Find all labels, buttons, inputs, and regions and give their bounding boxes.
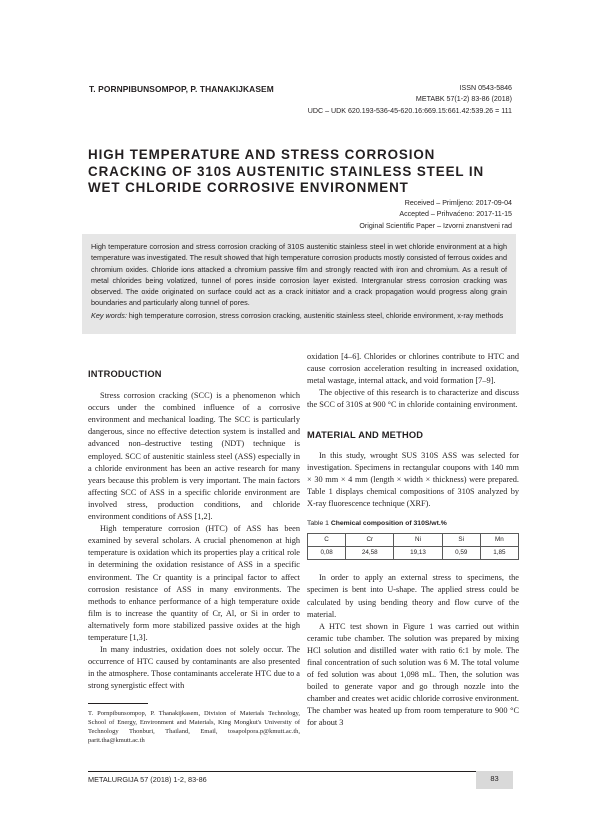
paragraph: In this study, wrought SUS 310S ASS was selected for investigation. Specimens in rectangular coupons with 140 mm × 30 mm × 4 mm (length × width × thickness) were prepared. Table 1 displays chemical compositions of 310S analyzed by X-ray fluorescence technique (XRF). [307, 450, 519, 508]
keywords [91, 310, 507, 321]
section-heading-introduction: INTRODUCTION [88, 369, 162, 379]
issn: ISSN 0543-5846 [459, 84, 512, 92]
keywords-label: Key words: [91, 310, 127, 320]
table-cell: 0,59 [442, 547, 480, 560]
composition-table [307, 533, 519, 560]
table-header-cell: C [308, 534, 346, 547]
table-header-row [308, 534, 519, 547]
table-caption-text: Chemical composition of 310S/wt.% [330, 520, 447, 528]
abstract-box [82, 234, 516, 334]
submission-dates [359, 198, 512, 232]
received-date: Received – Primljeno: 2017-09-04 [404, 199, 512, 207]
table-cell: 1,85 [480, 547, 518, 560]
section-heading-material-method: MATERIAL AND METHOD [307, 430, 424, 441]
metabk: METABK 57(1-2) 83-86 (2018) [415, 95, 512, 104]
authors: T. PORNPIBUNSOMPOP, P. THANAKIJKASEM [89, 84, 274, 94]
right-column [307, 351, 519, 730]
footnote-rule [88, 703, 148, 704]
publication-meta [308, 83, 512, 117]
paper-title: HIGH TEMPERATURE AND STRESS CORROSION CRACKING OF 310S AUSTENITIC STAINLESS STEEL IN WET CHLORIDE CORROSIVE ENVIRONMENT [88, 147, 485, 196]
paragraph: Stress corrosion cracking (SCC) is a phenomenon which occurs under the combined influence of a corrosive environment and mechanical loading. The SCC is particularly dangerous, since no effective detection system is installed and advanced non–destructive testing (NDT) technique is employed. SCC of austenitic stainless steel (ASS) especially in a chloride environment has been an active research for many years because this problem is very important. The main factors affecting SCC of ASS in a specific chloride environment are involved stress, production conditions, and chloride environment conditions of ASS [1,2]. [88, 391, 300, 522]
table-caption [307, 518, 519, 530]
table-cell: 0,08 [308, 547, 346, 560]
paragraph: In many industries, oxidation does not solely occur. The occurrence of HTC caused by contaminants are also presented in the atmosphere. Those contaminants accelerate HTC due to a strong synergistic effect with [88, 645, 300, 691]
paragraph: A HTC test shown in Figure 1 was carried out within ceramic tube chamber. The solution was prepared by mixing HCl solution and distilled water with ratio 6:1 by mole. The final concentration of such solution was 6 M. The total volume of fed solution was about 1,098 mL. Then, the solution was boiled to generate vapor and go through nozzle into the chamber and creates wet acidic chloride corrosive environment. The chamber was heated up from room temperature to 900 °C for about 3 [307, 621, 519, 728]
table-header-cell: Si [442, 534, 480, 547]
table-caption-label: Table 1 [307, 520, 329, 528]
keywords-text: high temperature corrosion, stress corrosion cracking, austenitic stainless steel, chloride environment, x-ray methods [128, 310, 504, 320]
paper-type: Original Scientific Paper – Izvorni znanstveni rad [359, 221, 512, 230]
abstract-text: High temperature corrosion and stress corrosion cracking of 310S austenitic stainless steel in wet chloride environment at a high temperature was investigated. The result showed that high temperature corrosion products mostly consisted of ferrous oxides and chromium oxides. Chloride ions attacked a chromium passive film and strongly reacted with iron and chromium. As a result of metal chlorides being volatized, tunnel of pores inside corrosion layer existed. Intergranular stress corrosion cracking was observed. The oxide originated on surface could act as a crack initiator and a crack propagation would progress along grain boundaries and particularly along tunnel of pores. [91, 242, 507, 308]
paragraph: The objective of this research is to characterize and discuss the SCC of 310S at 900 °C in chloride containing environment. [307, 388, 519, 410]
table-cell: 19,13 [394, 547, 442, 560]
table-header-cell: Ni [394, 534, 442, 547]
paragraph: oxidation [4–6]. Chlorides or chlorines contribute to HTC and cause corrosion acceleration resulting in increased oxidation, metal wastage, internal attack, and void formation [7–9]. [307, 352, 519, 386]
paragraph: High temperature corrosion (HTC) of ASS has been examined by several scholars. A crucial phenomenon at high temperature is oxidation which its properties play a critical role in determining the oxidation resistance of ASS in a specific environment. The Cr quantity is a principal factor to affect corrosion resistance of ASS in many environments. The methods to enhance performance of a high temperature oxide film is to increase the quantity of Cr, Al, or Si in order to alternatively form more stabilized passive oxides at the high temperature [1,3]. [88, 524, 300, 642]
table-cell: 24,58 [346, 547, 394, 560]
footer-rule [88, 771, 512, 772]
journal-citation: METALURGIJA 57 (2018) 1-2, 83-86 [88, 775, 207, 784]
table-header-cell: Mn [480, 534, 518, 547]
left-column [88, 368, 300, 692]
page-number: 83 [476, 771, 513, 789]
author-footnote: T. Pornpibunsompop, P. Thanakijkasem, Division of Materials Technology, School of Energy, Environment and Materials, King Mongkut's University of Technology Thonburi, Thailand, Email, tosapolpora.p@kmutt.ac.th, parit.tha@kmutt.ac.th [88, 710, 300, 745]
udc: UDC – UDK 620.193-536-45-620.16:669.15:661.42:539.26 = 111 [307, 106, 512, 115]
accepted-date: Accepted – Prihvaćeno: 2017-11-15 [399, 210, 512, 219]
table-row [308, 547, 519, 560]
paragraph: In order to apply an external stress to specimens, the specimen is bent into U-shape. The applied stress could be calculated by using bending theory and flow curve of the material. [307, 573, 519, 619]
table-header-cell: Cr [346, 534, 394, 547]
